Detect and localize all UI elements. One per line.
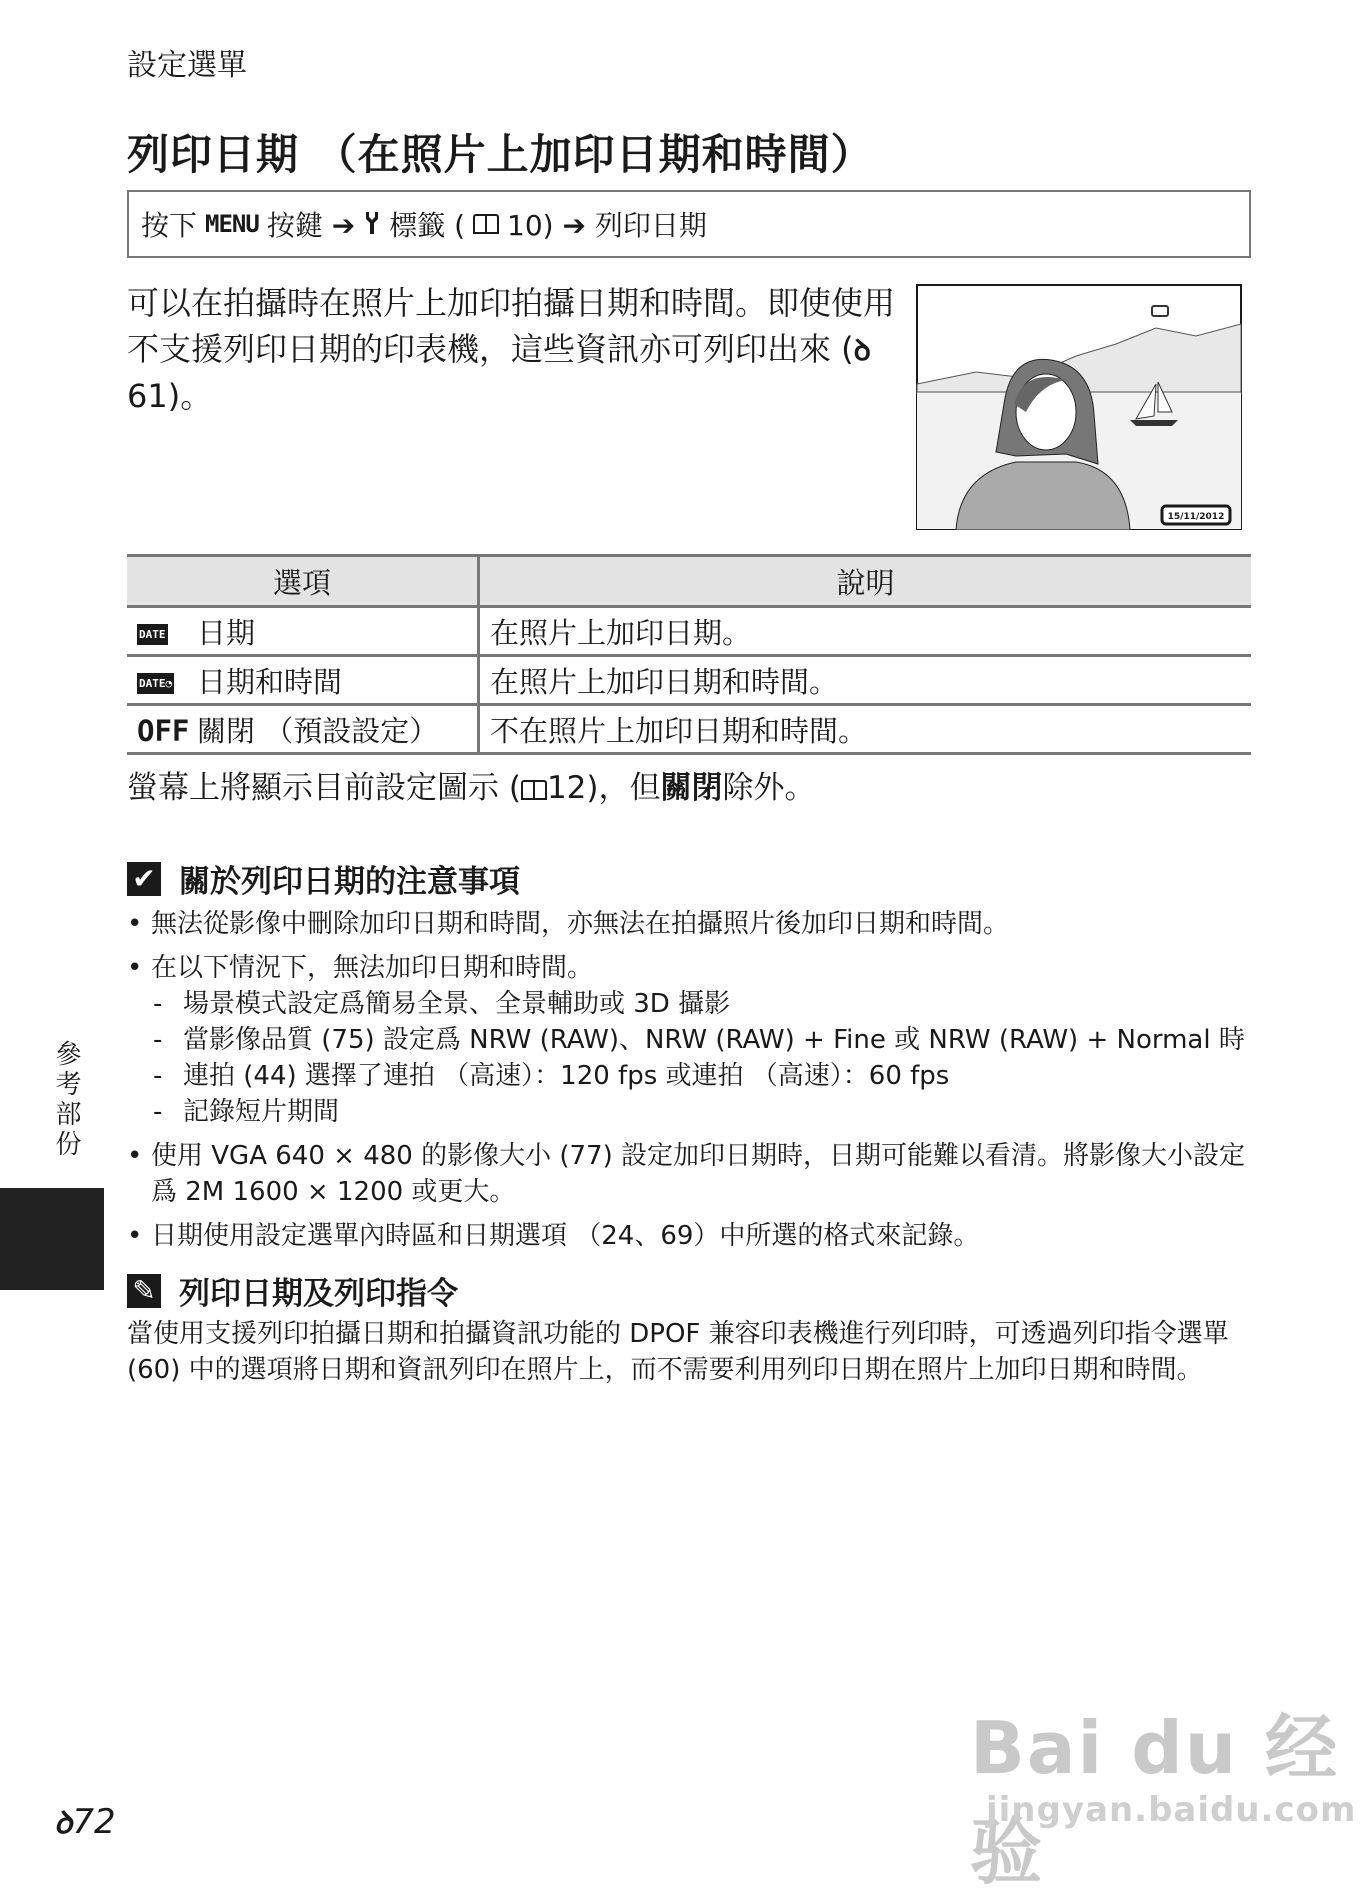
screen-note-ref: 12)，但: [546, 770, 661, 806]
tab-text: 標籤 (: [389, 209, 466, 242]
key-text: 按鍵 ➔: [266, 209, 356, 242]
column-header-option: 選項: [127, 556, 479, 607]
table-row: [127, 656, 1251, 705]
date-icon: DATE: [137, 616, 197, 650]
intro-paragraph: [127, 280, 907, 419]
book-icon: [521, 780, 547, 800]
option-label: 日期: [197, 615, 256, 650]
intro-ref: 61)。: [127, 377, 213, 415]
menu-path-box: [127, 190, 1251, 258]
notes-heading: [127, 856, 520, 901]
tips-body: 當使用支援列印拍攝日期和拍攝資訊功能的 DPOF 兼容印表機進行列印時，可透過列印指令選單 (60) 中的選項將日期和資訊列印在照片上，而不需要利用列印日期在照片上加印日期和時間。: [127, 1319, 1229, 1385]
description-cell: 在照片上加印日期。: [479, 607, 1252, 656]
tips-heading-text: 列印日期及列印指令: [179, 1276, 458, 1312]
sample-photo: [916, 284, 1242, 530]
sub-list-item: - 場景模式設定爲簡易全景、全景輔助或 3D 攝影: [127, 986, 1257, 1022]
description-cell: 在照片上加印日期和時間。: [479, 656, 1252, 705]
tips-heading: [127, 1268, 458, 1313]
e-link-icon: ꝺ: [853, 333, 871, 367]
list-item: • 使用 VGA 640 × 480 的影像大小 (77) 設定加印日期時，日期可能難以看清。將影像大小設定爲 2M 1600 × 1200 或更大。: [127, 1138, 1257, 1210]
option-label: 日期和時間: [197, 664, 343, 699]
date-time-icon: DATE◔: [137, 665, 197, 699]
list-item: • 在以下情況下，無法加印日期和時間。: [127, 950, 1257, 986]
e-section-icon: ꝺ: [54, 1806, 73, 1841]
book-icon: [473, 214, 499, 234]
table-header-row: [127, 556, 1251, 607]
screen-note-text: 螢幕上將顯示目前設定圖示 (: [127, 770, 521, 806]
watermark-logo: Bai du 经验: [970, 1706, 1340, 1894]
list-item: • 日期使用設定選單內時區和日期選項 （24、69）中所選的格式來記錄。: [127, 1218, 1257, 1254]
off-icon: OFF: [137, 713, 190, 748]
description-cell: 不在照片上加印日期和時間。: [479, 705, 1252, 754]
screen-note: [127, 762, 816, 807]
sub-list-item: - 連拍 (44) 選擇了連拍 （高速）：120 fps 或連拍 （高速）：60 fps: [127, 1058, 1257, 1094]
screen-note-end: 除外。: [722, 770, 816, 806]
ref-text: 10) ➔ 列印日期: [507, 209, 707, 242]
press-text: 按下: [141, 209, 198, 242]
notes-heading-text: 關於列印日期的注意事項: [179, 864, 520, 900]
options-table: [127, 554, 1251, 755]
notes-list: [127, 906, 1257, 1262]
column-header-description: 說明: [479, 556, 1252, 607]
option-cell: [127, 607, 479, 656]
intro-text: 可以在拍攝時在照片上加印拍攝日期和時間。即使使用不支援列印日期的印表機，這些資訊亦可列印出來 (: [127, 284, 896, 368]
watermark-url: jingyan.baidu.com: [986, 1790, 1357, 1830]
side-section-label: 參考部份: [51, 1040, 81, 1160]
sub-list-item: - 當影像品質 (75) 設定爲 NRW (RAW)、NRW (RAW) + Fine 或 NRW (RAW) + Normal 時: [127, 1022, 1257, 1058]
table-row: [127, 705, 1251, 754]
side-tab-marker: [0, 1188, 104, 1290]
page-number-text: 72: [72, 1802, 116, 1842]
option-label: 關閉 （預設設定）: [197, 713, 439, 748]
page-title: 列印日期 （在照片上加印日期和時間）: [127, 130, 874, 179]
screen-note-bold: 關閉: [660, 770, 723, 806]
date-stamp: 15/11/2012: [1167, 512, 1225, 522]
check-icon: ✔: [127, 862, 161, 896]
table-row: [127, 607, 1251, 656]
section-header: 設定選單: [127, 48, 247, 83]
option-cell: [127, 705, 479, 754]
option-cell: [127, 656, 479, 705]
sub-list-item: - 記錄短片期間: [127, 1094, 1257, 1130]
list-item: • 無法從影像中刪除加印日期和時間，亦無法在拍攝照片後加印日期和時間。: [127, 906, 1257, 942]
menu-keyword: MENU: [205, 210, 259, 238]
wrench-icon: [363, 208, 381, 241]
page-number: [54, 1800, 116, 1842]
pencil-icon: ✎: [127, 1274, 161, 1308]
